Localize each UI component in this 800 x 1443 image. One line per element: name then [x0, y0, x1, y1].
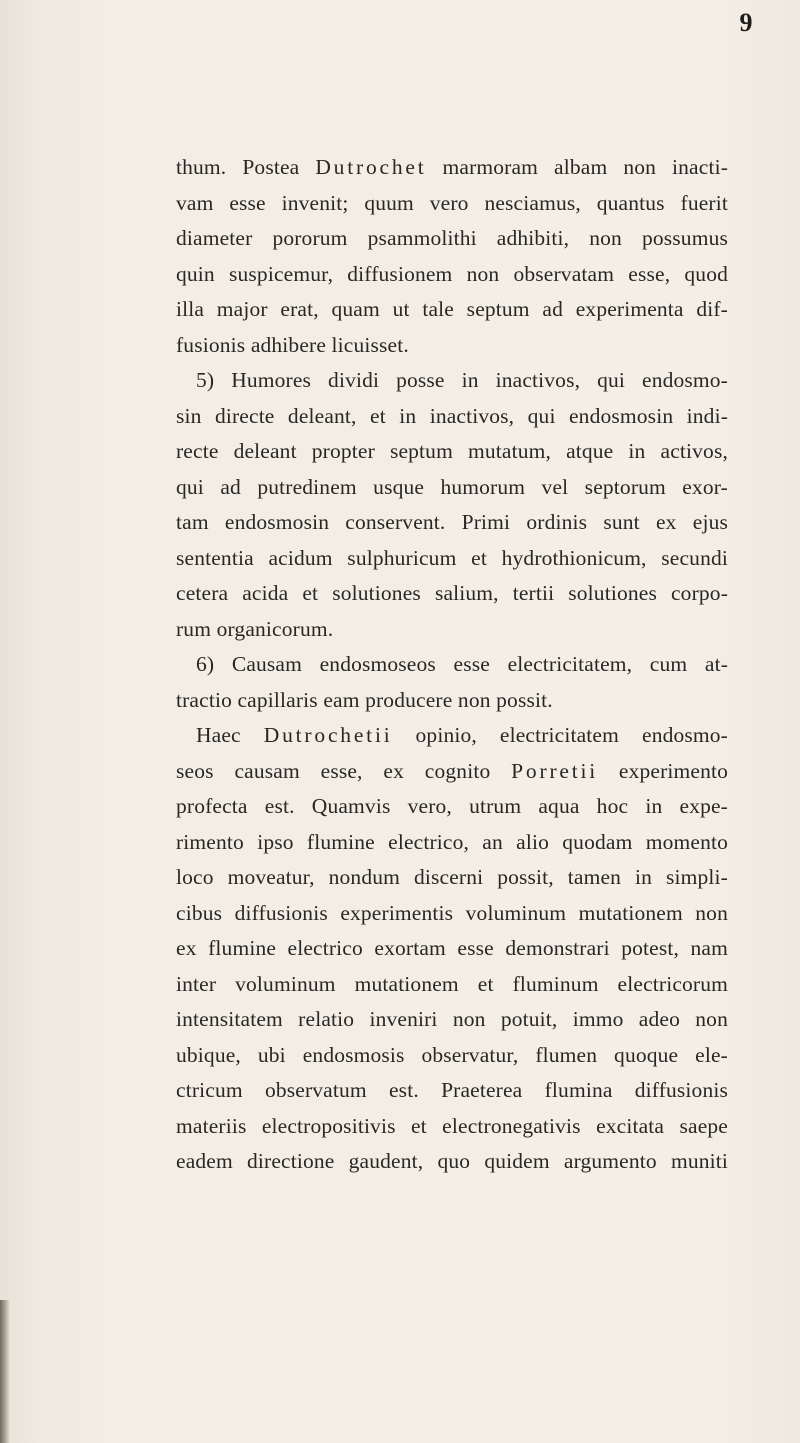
text-line	[176, 931, 728, 967]
text-segment: ubique, ubi endosmosis observatur, flumen quoque ele-	[176, 1042, 728, 1067]
text-segment: profecta est. Quamvis vero, utrum aqua hoc in expe-	[176, 794, 728, 818]
text-segment: intensitatem relatio inveniri non potuit, immo adeo non	[176, 1007, 728, 1031]
text-segment: sin directe deleant, et in inactivos, qui endosmosin indi-	[176, 403, 728, 428]
text-line	[176, 896, 728, 932]
text-segment: cetera acida et solutiones salium, tertii solutiones corpo-	[176, 581, 728, 605]
text-line	[176, 186, 728, 222]
text-segment: loco moveatur, nondum discerni possit, tamen in simpli-	[176, 865, 728, 889]
text-segment: seos causam esse, ex cognito	[176, 758, 512, 783]
text-segment: rimento ipso flumine electrico, an alio quodam momento	[176, 829, 728, 854]
author-name: Dutrochetii	[263, 723, 393, 747]
text-segment: 6) Causam endosmoseos esse electricitatem, cum at-	[196, 652, 728, 676]
text-line	[176, 399, 728, 435]
text-line	[176, 1109, 728, 1145]
text-segment: ex flumine electrico exortam esse demonstrari potest, nam	[176, 936, 728, 960]
text-segment: inter voluminum mutationem et fluminum electricorum	[176, 971, 728, 996]
text-segment: vam esse invenit; quum vero nesciamus, quantus fuerit	[176, 190, 728, 215]
text-segment: ctricum observatum est. Praeterea flumina diffusionis	[176, 1078, 728, 1102]
text-line	[176, 257, 728, 293]
text-line	[176, 363, 728, 399]
text-line	[176, 825, 728, 861]
text-segment: marmoram albam non inacti-	[426, 155, 728, 179]
text-line	[176, 860, 728, 896]
text-line	[176, 967, 728, 1003]
text-line	[176, 789, 728, 825]
text-line	[176, 221, 728, 257]
text-line	[176, 754, 728, 790]
text-line	[176, 1038, 728, 1074]
text-line	[176, 718, 728, 754]
text-line	[176, 470, 728, 506]
text-line	[176, 1144, 728, 1180]
text-line	[176, 505, 728, 541]
text-line	[176, 1073, 728, 1109]
author-name: Dutrochet	[315, 155, 427, 179]
text-segment: diameter pororum psammolithi adhibiti, non possumus	[176, 226, 728, 250]
body-text	[176, 150, 728, 1180]
text-segment: opinio, electricitatem endosmo-	[392, 723, 728, 747]
text-segment: tractio capillaris eam producere non possit.	[176, 687, 553, 712]
text-segment: cibus diffusionis experimentis voluminum mutationem non	[176, 900, 728, 925]
binding-edge	[0, 1300, 10, 1443]
text-line	[176, 647, 728, 683]
text-segment: thum. Postea	[176, 155, 316, 179]
page-number: 9	[739, 8, 753, 37]
text-segment: materiis electropositivis et electronegativis excitata saepe	[176, 1113, 728, 1138]
text-line	[176, 328, 728, 364]
text-line	[176, 150, 728, 186]
text-line	[176, 541, 728, 577]
text-segment: recte deleant propter septum mutatum, atque in activos,	[176, 439, 728, 463]
text-segment: tam endosmosin conservent. Primi ordinis sunt ex ejus	[176, 510, 728, 534]
text-line	[176, 576, 728, 612]
text-line	[176, 683, 728, 719]
text-segment: quin suspicemur, diffusionem non observatam esse, quod	[176, 261, 728, 286]
text-line	[176, 612, 728, 648]
author-name: Porretii	[511, 758, 599, 783]
text-line	[176, 292, 728, 328]
text-segment: sententia acidum sulphuricum et hydrothionicum, secundi	[176, 545, 728, 570]
text-segment: illa major erat, quam ut tale septum ad experimenta dif-	[176, 297, 728, 321]
text-line	[176, 1002, 728, 1038]
text-segment: fusionis adhibere licuisset.	[176, 332, 409, 357]
text-segment: rum organicorum.	[176, 616, 334, 641]
text-segment: Haec	[196, 723, 264, 747]
text-line	[176, 434, 728, 470]
text-segment: 5) Humores dividi posse in inactivos, qui endosmo-	[196, 368, 728, 392]
text-segment: experimento	[598, 758, 728, 783]
text-segment: qui ad putredinem usque humorum vel septorum exor-	[176, 474, 728, 499]
text-segment: eadem directione gaudent, quo quidem argumento muniti	[176, 1149, 728, 1173]
